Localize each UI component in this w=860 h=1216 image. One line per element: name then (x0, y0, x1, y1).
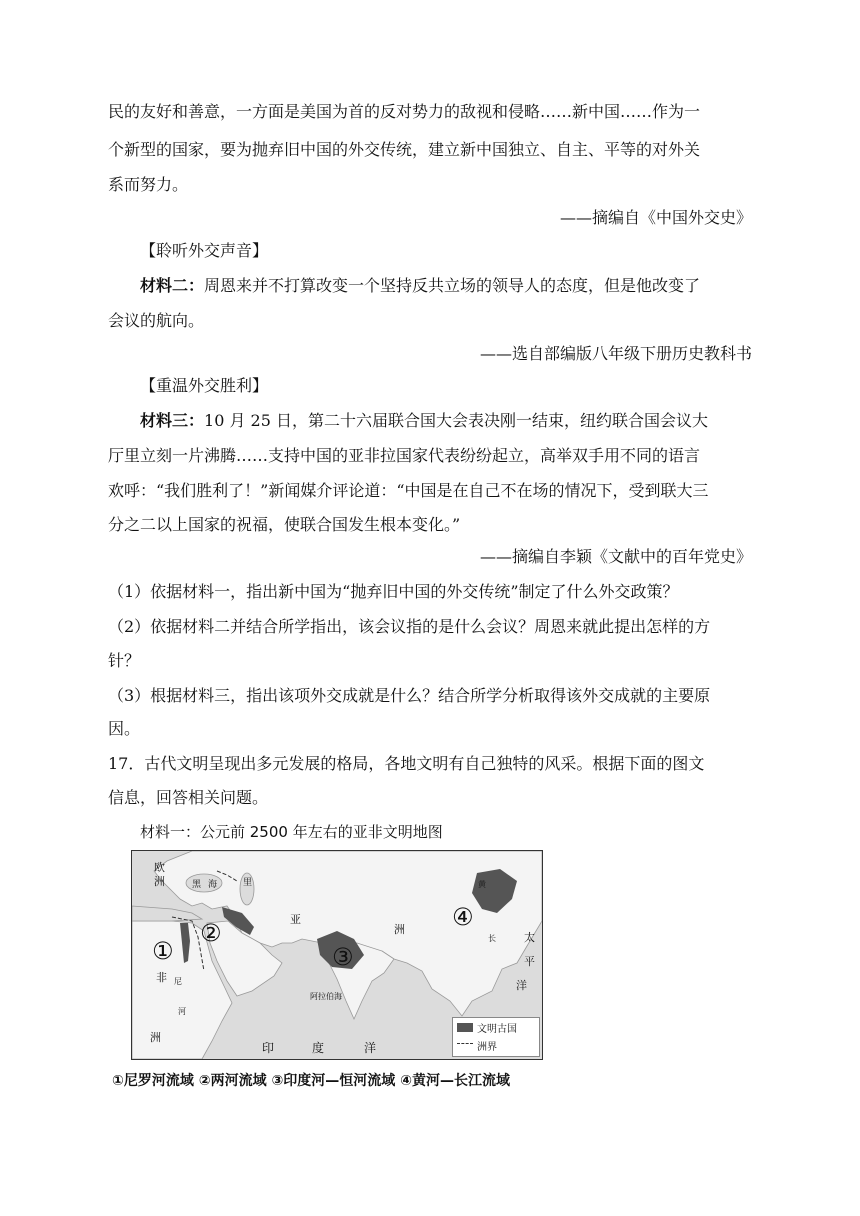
material-label: 材料二： (140, 276, 205, 295)
material-label: 材料三： (140, 411, 205, 430)
marker-1: ① (152, 937, 174, 965)
marker-2: ② (200, 919, 222, 947)
map-label-europe: 欧 (154, 861, 165, 874)
map-label-caspian: 里 (243, 878, 253, 888)
source-citation: ——摘编自李颖《文献中的百年党史》 (479, 547, 752, 566)
question: （1）依据材料一，指出新中国为“抛弃旧中国的外交传统”制定了什么外交政策？ (108, 582, 679, 601)
text-line: 民的友好和善意，一方面是美国为首的反对势力的敌视和侵略……新中国……作为一 (108, 102, 701, 121)
text-line (140, 276, 700, 296)
text-span: 周恩来并不打算改变一个坚持反共立场的领导人的态度，但是他改变了 (204, 276, 701, 295)
legend-civ-swatch (457, 1023, 473, 1032)
question-17: 17．古代文明呈现出多元发展的格局，各地文明有自己独特的风采。根据下面的图文 (108, 754, 705, 773)
map-caption: ①尼罗河流域 ②两河流域 ③印度河—恒河流域 ④黄河—长江流域 (112, 1073, 511, 1089)
map-label-asia: 亚 (290, 913, 301, 926)
map-label-europe-zhou: 洲 (154, 875, 165, 888)
text-line: 厅里立刻一片沸腾……支持中国的亚非拉国家代表纷纷起立，高举双手用不同的语言 (108, 446, 701, 465)
text-line: 分之二以上国家的祝福，使联合国发生根本变化。” (108, 515, 461, 534)
text-line: 系而努力。 (108, 175, 189, 194)
civilization-map (131, 850, 543, 1060)
legend-civ-label: 文明古国 (477, 1024, 517, 1035)
text-line: 个新型的国家，要为抛弃旧中国的外交传统，建立新中国独立、自主、平等的对外关 (108, 140, 701, 159)
map-label-africa: 非 (156, 971, 167, 984)
map-label-indian: 印 (262, 1041, 275, 1055)
map-label-indian-du: 度 (312, 1041, 325, 1055)
section-heading: 【重温外交胜利】 (140, 376, 269, 395)
map-label-black: 黑 (192, 880, 202, 890)
question-17: 信息，回答相关问题。 (108, 788, 269, 807)
map-label-nile: 尼 (174, 977, 182, 986)
map-label-indian-ocean: 洋 (364, 1041, 377, 1055)
legend-border-swatch (457, 1043, 473, 1044)
map-legend (452, 1017, 540, 1057)
question: 因。 (108, 719, 141, 738)
map-label-river: 河 (178, 1007, 186, 1016)
map-label-yangtze: 长 (488, 934, 496, 943)
map-label-black-sea: 海 (208, 880, 218, 890)
text-line (140, 411, 708, 431)
question: （3）根据材料三，指出该项外交成就是什么？结合所学分析取得该外交成就的主要原 (108, 686, 711, 705)
question: 针？ (108, 651, 141, 670)
question: （2）依据材料二并结合所学指出，该会议指的是什么会议？周恩来就此提出怎样的方 (108, 617, 711, 636)
map-label-arabian-sea: 阿拉伯海 (310, 992, 342, 1001)
map-label-africa-zhou: 洲 (150, 1031, 161, 1044)
map-title: 材料一：公元前 2500 年左右的亚非文明地图 (140, 823, 443, 841)
map-label-yellow-river: 黄 (478, 880, 486, 889)
map-label-pacific-ocean: 洋 (516, 979, 527, 992)
map-label-pacific-ping: 平 (524, 955, 535, 968)
text-span: 10 月 25 日，第二十六届联合国大会表决刚一结束，纽约联合国会议大 (204, 411, 708, 430)
text-line: 欢呼：“我们胜利了！”新闻媒介评论道：“中国是在自己不在场的情况下，受到联大三 (108, 481, 709, 500)
map-label-asia-zhou: 洲 (394, 923, 405, 936)
marker-3: ③ (332, 943, 354, 971)
source-citation: ——选自部编版八年级下册历史教科书 (479, 344, 752, 363)
text-line: 会议的航向。 (108, 311, 205, 330)
source-citation: ——摘编自《中国外交史》 (559, 208, 752, 227)
marker-4: ④ (452, 903, 474, 931)
map-label-pacific: 太 (524, 931, 535, 944)
legend-border-label: 洲界 (477, 1042, 497, 1053)
section-heading: 【聆听外交声音】 (140, 241, 269, 260)
